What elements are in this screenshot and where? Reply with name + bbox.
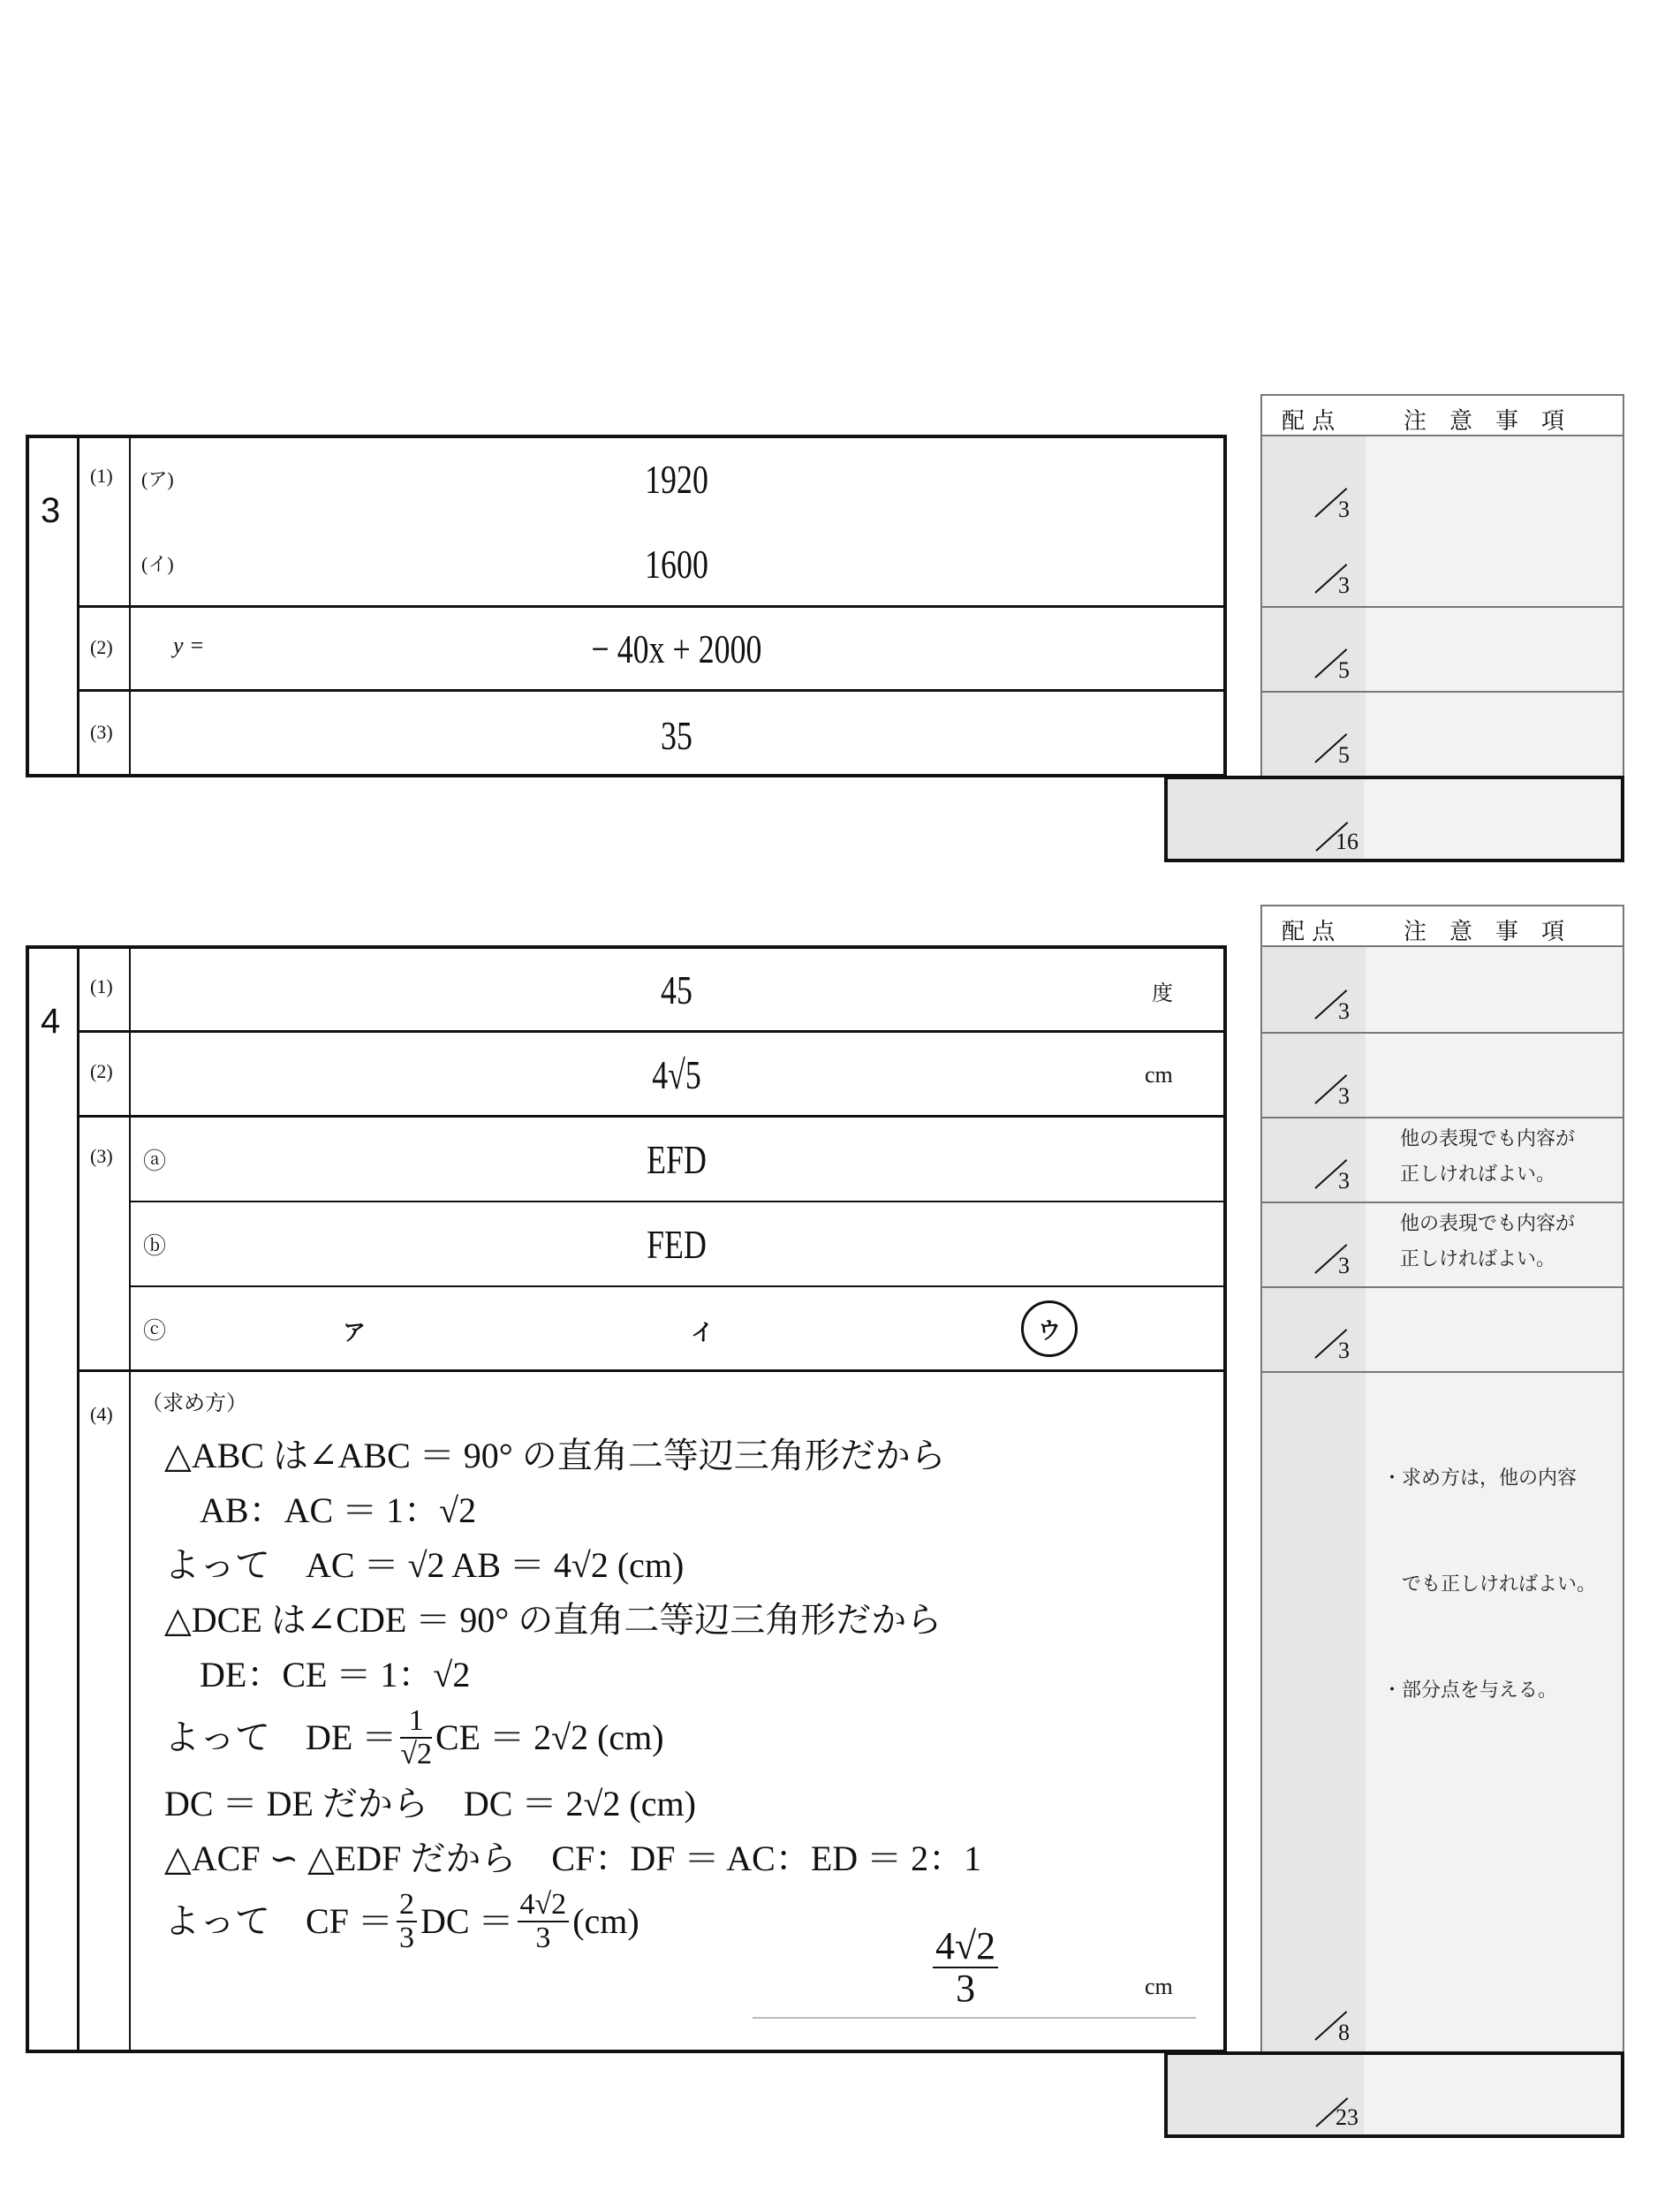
final-answer [933,1926,998,2009]
panel-row-divider [1262,1371,1623,1373]
choice-i[interactable]: イ [691,1320,715,1346]
fraction [397,1889,417,1953]
panel-row-divider [1262,1202,1623,1203]
fraction-numerator: 1 [400,1705,432,1739]
solution-line: よって AC ＝ √2 AB ＝ 4√2 (cm) [164,1545,685,1585]
subpart-label: ⓐ [143,1149,167,1174]
notes-header: 注 意 事 項 [1404,919,1565,945]
max-points: 5 [1338,742,1350,768]
answer-value: 35 [661,713,692,758]
subpart-label: ⓒ [143,1318,167,1344]
question-label: (2) [90,636,113,658]
points-column [1262,947,1366,2053]
solution-text: よって DE ＝ [164,1717,397,1757]
note-line: 正しければよい。 [1400,1164,1556,1186]
fraction-denominator: √2 [400,1737,432,1770]
question-label: (2) [90,1060,113,1082]
fraction [400,1705,432,1770]
panel-row-divider [1262,691,1623,693]
section4-col-divider [77,945,79,2053]
fraction-denominator: 3 [956,1967,976,2011]
solution-text: (cm) [572,1900,639,1941]
question-label: (1) [90,975,113,997]
note-line: 正しければよい。 [1400,1248,1556,1270]
subpart-label: (ア) [141,468,174,490]
fraction-numerator: 4√2 [518,1889,570,1922]
question-label: (3) [90,1145,113,1167]
answer-underline [753,2017,1196,2019]
section4-subcol-divider [129,945,131,2053]
note-line: 他の表現でも内容が [1400,1213,1576,1235]
solution-line: DC ＝ DE だから DC ＝ 2√2 (cm) [164,1784,696,1823]
answer-value: 4√5 [652,1052,701,1097]
grading-note [1400,1122,1575,1193]
total-points: 16 [1336,829,1358,854]
section3-row-divider [77,689,1227,692]
method-label: （求め方） [141,1391,247,1415]
section-number: 4 [41,1002,61,1041]
selected-choice-circle[interactable] [1021,1300,1078,1357]
section4-row-divider [77,1115,1227,1118]
section4-total-box [1164,2051,1624,2138]
note-line: ・部分点を与える。 [1382,1679,1558,1702]
answer-value: FED [647,1222,707,1267]
section4-row-divider [77,1369,1227,1372]
question-label: (1) [90,465,113,487]
fraction [518,1889,570,1953]
note-line: 他の表現でも内容が [1400,1128,1576,1150]
solution-line-cf [164,1889,639,1953]
fraction-denominator: 3 [398,1921,414,1954]
answer-value: 1920 [645,457,708,502]
solution-line: AB：AC ＝ 1：√2 [200,1490,477,1530]
note-line: でも正しければよい。 [1382,1573,1597,1596]
section3-row-divider [77,605,1227,608]
answer-unit: cm [1145,1062,1173,1088]
answer-value: EFD [647,1137,707,1182]
answer-unit: cm [1145,1974,1173,1999]
max-points: 8 [1338,2020,1350,2045]
section3-total-box [1164,776,1624,862]
max-points: 3 [1338,1168,1350,1194]
question-label: (3) [90,721,113,743]
notes-header: 注 意 事 項 [1404,408,1565,435]
max-points: 3 [1338,1083,1350,1109]
panel-header [1262,396,1623,436]
answer-value: − 40x + 2000 [591,626,762,671]
max-points: 5 [1338,657,1350,683]
max-points: 3 [1338,1253,1350,1278]
solution-text: よって CF ＝ [164,1900,393,1941]
points-header: 配 点 [1282,408,1336,435]
answer-value: 1600 [645,542,708,587]
section-number: 3 [41,491,61,530]
question-label: (4) [90,1403,113,1425]
fraction-numerator: 4√2 [933,1926,998,1968]
choice-a[interactable]: ア [343,1320,367,1346]
panel-header [1262,906,1623,947]
max-points: 3 [1338,497,1350,522]
solution-text: DC ＝ [420,1900,514,1941]
solution-line: △ACF ∽ △EDF だから CF：DF ＝ AC：ED ＝ 2：1 [164,1838,982,1878]
max-points: 3 [1338,1338,1350,1363]
fraction-numerator: 2 [397,1889,417,1922]
choice-u: ウ [1037,1317,1061,1345]
max-points: 3 [1338,572,1350,598]
panel-row-divider [1262,1117,1623,1118]
section4-scoring-panel [1260,905,1624,2053]
solution-line: △DCE は∠CDE ＝ 90° の直角二等辺三角形だから [164,1600,942,1640]
panel-row-divider [1262,606,1623,608]
answer-unit: 度 [1152,981,1173,1005]
panel-row-divider [1262,1286,1623,1288]
grading-note [1400,1207,1575,1277]
answer-prefix: y = [173,633,205,658]
subpart-label: (イ) [141,553,174,575]
solution-text: CE ＝ 2√2 (cm) [435,1717,664,1757]
solution-line: △ABC は∠ABC ＝ 90° の直角二等辺三角形だから [164,1436,946,1475]
section4-row-divider [77,1030,1227,1033]
fraction-denominator: 3 [535,1921,551,1954]
section4-subrow-divider [129,1285,1227,1287]
grading-note [1382,1391,1596,1779]
points-column [1168,2055,1364,2134]
points-column [1168,779,1364,859]
total-points: 23 [1336,2104,1358,2130]
subpart-label: ⓑ [143,1233,167,1259]
max-points: 3 [1338,998,1350,1024]
section3-scoring-panel [1260,394,1624,777]
points-header: 配 点 [1282,919,1336,945]
section4-subrow-divider [129,1201,1227,1202]
solution-line: DE：CE ＝ 1：√2 [200,1655,471,1694]
note-line: ・求め方は，他の内容 [1382,1467,1578,1490]
solution-line-de [164,1705,664,1770]
answer-value: 45 [661,967,692,1012]
panel-row-divider [1262,1032,1623,1034]
